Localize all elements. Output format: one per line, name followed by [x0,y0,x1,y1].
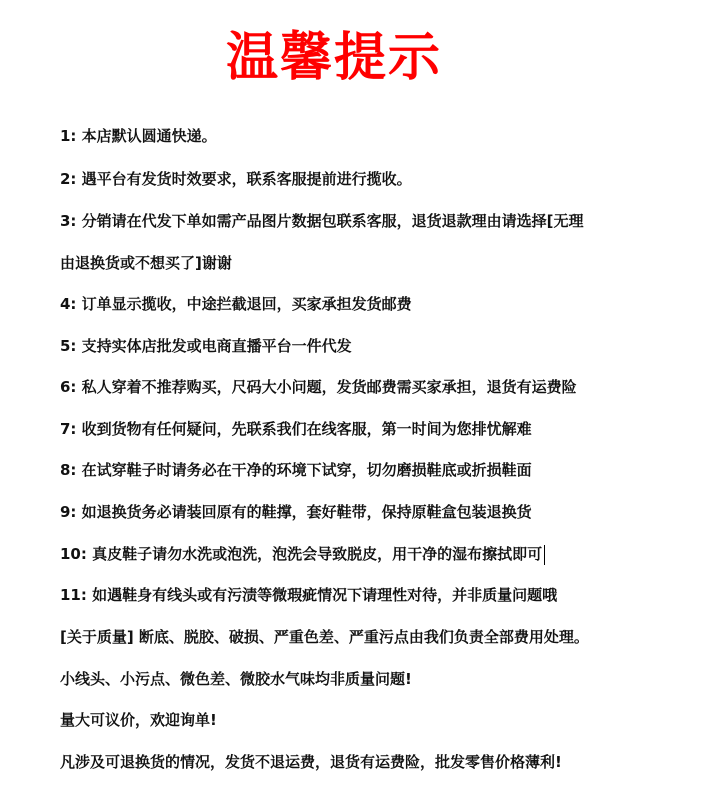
notice-line-6: 6: 私人穿着不推荐购买，尺码大小问题，发货邮费需买家承担，退货有运费险 [60,378,577,396]
notice-line-8: 8: 在试穿鞋子时请务必在干净的环境下试穿，切勿磨损鞋底或折损鞋面 [60,461,532,479]
page-title: 温馨提示 [225,27,442,88]
notice-line-2: 2: 遇平台有发货时效要求，联系客服提前进行揽收。 [60,170,412,188]
return-policy-note: 凡涉及可退换货的情况，发货不退运费，退货有运费险，批发零售价格薄利! [60,753,562,771]
notice-line-9: 9: 如退换货务必请装回原有的鞋撑，套好鞋带，保持原鞋盒包装退换货 [60,503,532,521]
notice-line-5: 5: 支持实体店批发或电商直播平台一件代发 [60,337,352,355]
minor-defects-note: 小线头、小污点、微色差、微胶水气味均非质量问题! [60,670,412,688]
notice-line-3-continued: 由退换货或不想买了]谢谢 [60,254,232,272]
notice-line-3: 3: 分销请在代发下单如需产品图片数据包联系客服，退货退款理由请选择[无理 [60,212,584,230]
notice-line-1: 1: 本店默认圆通快递。 [60,127,217,145]
notice-line-10-text: 10: 真皮鞋子请勿水洗或泡洗，泡洗会导致脱皮，用干净的湿布擦拭即可 [60,545,543,563]
notice-line-11: 11: 如遇鞋身有线头或有污渍等微瑕疵情况下请理性对待，并非质量问题哦 [60,586,558,604]
notice-line-10 [60,544,545,565]
quality-note: [关于质量] 断底、脱胶、破损、严重色差、严重污点由我们负责全部费用处理。 [60,628,589,646]
bulk-price-note: 量大可议价，欢迎询单! [60,711,217,729]
notice-line-4: 4: 订单显示揽收，中途拦截退回，买家承担发货邮费 [60,295,412,313]
text-cursor [544,545,545,565]
notice-line-7: 7: 收到货物有任何疑问，先联系我们在线客服，第一时间为您排忧解难 [60,420,532,438]
